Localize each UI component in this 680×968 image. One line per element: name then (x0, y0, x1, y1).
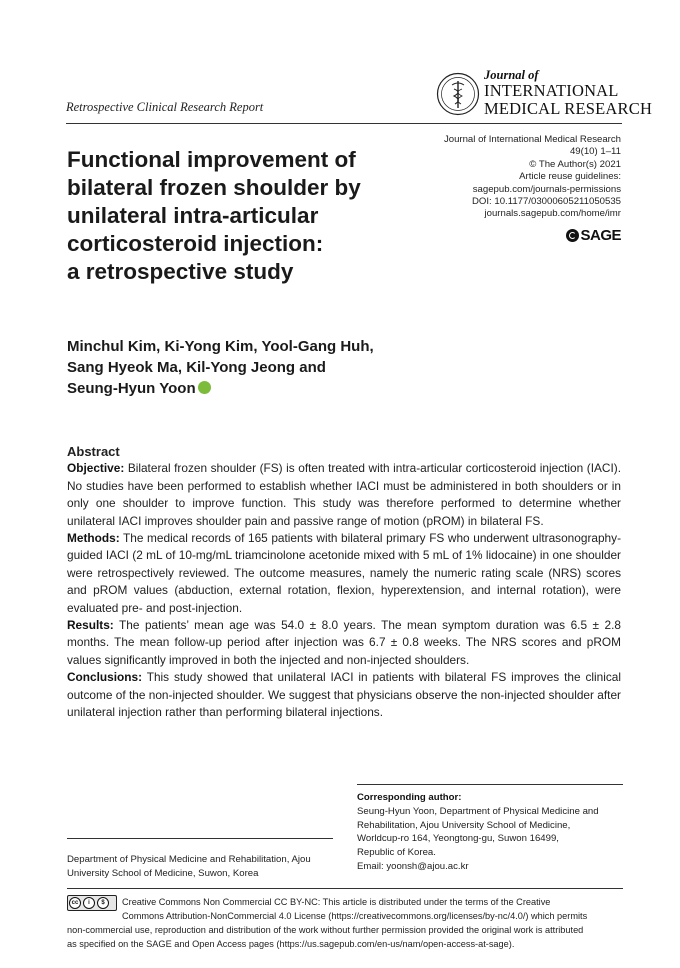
title-line: unilateral intra-articular (67, 203, 319, 228)
license-divider (67, 888, 623, 889)
title-line: corticosteroid injection: (67, 231, 324, 256)
author-line: Sang Hyeok Ma, Kil-Yong Jeong and (67, 359, 326, 376)
section-label: Objective: (67, 461, 125, 476)
affiliation-line: University School of Medicine, Suwon, Korea (67, 867, 259, 879)
abstract-objective (67, 460, 621, 530)
corresponding-line: Seung-Hyun Yoon, Department of Physical Medicine and (357, 805, 599, 817)
corresponding-author (357, 791, 623, 874)
cc-icon: cc (69, 897, 81, 909)
license-line: non-commercial use, reproduction and distribution of the work without further permission provided the original work is attributed (67, 925, 584, 935)
meta-copyright: © The Author(s) 2021 (529, 158, 621, 170)
license-line[interactable]: Commons Attribution-NonCommercial 4.0 License (https://creativecommons.org/licenses/by-nc/4.0/) which permits (122, 911, 588, 921)
corresponding-line: Rehabilitation, Ajou University School of Medicine, (357, 819, 571, 831)
section-text: The patients’ mean age was 54.0 ± 8.0 years. The mean symptom duration was 6.5 ± 2.8 months. The mean follow-up period after injection was 6.7 ± 0.8 weeks. The NRS scores and pROM values significantly improved in both the injected and non-injected shoulders. (67, 618, 622, 667)
abstract-conclusions (67, 669, 621, 721)
title-line: a retrospective study (67, 259, 294, 284)
license-line: Creative Commons Non Commercial CC BY-NC: This article is distributed under the terms of the Creative (122, 897, 551, 907)
meta-doi[interactable]: DOI: 10.1177/03000605211050535 (471, 196, 621, 208)
author-list (67, 336, 374, 399)
meta-volume: 49(10) 1–11 (569, 146, 621, 158)
affiliation (67, 853, 347, 881)
affiliation-line: Department of Physical Medicine and Rehabilitation, Ajou (67, 854, 311, 865)
abstract-results (67, 617, 621, 669)
logo-journal-of: Journal of (484, 68, 539, 82)
abstract (67, 443, 621, 722)
license-text (67, 895, 623, 951)
section-label: Conclusions: (67, 670, 143, 685)
author-name: Seung-Hyun Yoon (67, 380, 196, 397)
sage-logo (566, 227, 621, 244)
affiliation-divider (67, 838, 333, 839)
corresponding-divider (357, 784, 623, 785)
sage-mark-icon (566, 229, 579, 242)
abstract-heading: Abstract (67, 444, 120, 459)
section-text: This study showed that unilateral IACI in patients with bilateral FS improves the clinical outcome of the non-injected shoulder. We suggest that physicians observe the non-injected shoulder after unilateral injection rather than performing bilateral injections. (67, 670, 622, 720)
corresponding-email[interactable]: Email: yoonsh@ajou.ac.kr (357, 860, 469, 872)
section-text: Bilateral frozen shoulder (FS) is often treated with intra-articular corticosteroid injection (IACI). No studies have been performed to establish whether IACI must be administered in both shoulders or in only one shoulder to improve function. This study was therefore performed to determine whether unilateral IACI improves shoulder pain and passive range of motion (pROM) in bilateral FS. (67, 461, 621, 528)
journal-logo (436, 68, 653, 120)
logo-medical-research: MEDICAL RESEARCH (484, 99, 653, 118)
meta-journal: Journal of International Medical Research (443, 134, 621, 145)
abstract-methods (67, 530, 621, 617)
title-line: bilateral frozen shoulder by (67, 175, 361, 200)
orcid-icon[interactable] (198, 381, 211, 394)
header-divider (66, 123, 622, 124)
author-line (67, 378, 374, 399)
meta-reuse-label: Article reuse guidelines: (519, 171, 621, 183)
article-meta (444, 134, 621, 221)
author-line: Minchul Kim, Ki-Yong Kim, Yool-Gang Huh, (67, 338, 374, 355)
corresponding-line: Worldcup-ro 164, Yeongtong-gu, Suwon 16499, (357, 833, 559, 845)
by-icon: i (83, 897, 95, 909)
cc-license-badge[interactable] (67, 895, 117, 911)
sage-wordmark: SAGE (580, 227, 621, 244)
corresponding-label: Corresponding author: (357, 792, 462, 803)
title-line: Functional improvement of (67, 147, 356, 172)
report-type-label: Retrospective Clinical Research Report (66, 100, 264, 114)
section-label: Methods: (67, 531, 120, 546)
nc-icon: $ (97, 897, 109, 909)
section-label: Results: (67, 618, 114, 633)
meta-journal-link[interactable]: journals.sagepub.com/home/imr (484, 208, 621, 220)
section-text: The medical records of 165 patients with bilateral primary FS who underwent ultrasonography-guided IACI (2 mL of 10-mg/mL triamcinolone acetonide mixed with 5 mL of 1% lidocaine) in one shoulder were retrospectively reviewed. The outcome measures, namely the numeric rating scale (NRS) scores and pROM values (abduction, external rotation, flexion, hyperextension, and internal rotation), were evaluated pre- and post-injection. (67, 531, 622, 615)
journal-seal-icon (436, 72, 480, 116)
logo-international: INTERNATIONAL (484, 81, 619, 100)
article-title (67, 146, 427, 286)
license-line[interactable]: as specified on the SAGE and Open Access pages (https://us.sagepub.com/en-us/nam/open-access-at-sage). (67, 939, 515, 949)
corresponding-line: Republic of Korea. (357, 847, 436, 859)
meta-reuse-link[interactable]: sagepub.com/journals-permissions (472, 183, 621, 195)
